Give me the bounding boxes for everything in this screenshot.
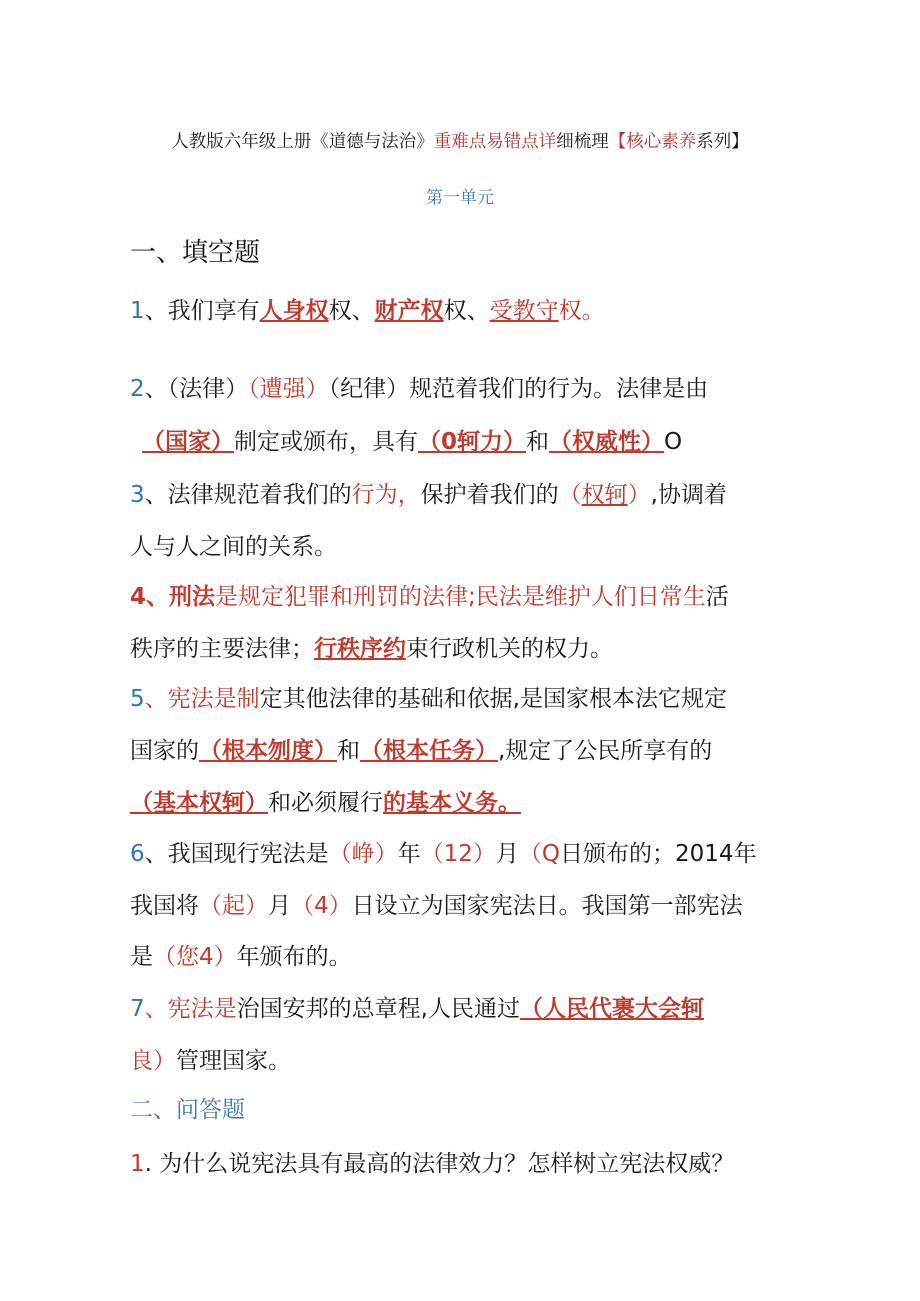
question-3-line-1: 3、法律规范着我们的行为，保护着我们的（权轲）,协调着 bbox=[130, 482, 727, 508]
question-6-line-3: 是（您4）年颁布的。 bbox=[130, 944, 352, 970]
qa-question-1: 1. 为什么说宪法具有最高的法律效力？怎样树立宪法权威？ bbox=[130, 1151, 735, 1177]
question-4-line-1: 4、刑法是规定犯罪和刑罚的法律;民法是维护人们日常生活 bbox=[130, 584, 729, 610]
section-heading-fill-blank: 一、填空题 bbox=[130, 238, 261, 268]
question-6-line-2: 我国将（起）月（4）日设立为国家宪法日。我国第一部宪法 bbox=[130, 893, 743, 919]
question-2-line-2: （国家）制定或颁布，具有（0轲力）和（权威性）O bbox=[142, 429, 683, 455]
question-7-line-1: 7、宪法是治国安邦的总章程,人民通过（人民代裹大会轲 bbox=[130, 996, 704, 1022]
section-heading-qa: 二、问答题 bbox=[130, 1097, 245, 1123]
question-3-line-2: 人与人之间的关系。 bbox=[130, 534, 337, 560]
question-4-line-2: 秩序的主要法律；行秩序约束行政机关的权力。 bbox=[130, 636, 613, 662]
question-7-line-2: 良）管理国家。 bbox=[130, 1048, 291, 1074]
question-5-line-3: （基本权轲）和必须履行的基本义务。 bbox=[130, 790, 521, 816]
question-2-line-1: 2、（法律）（遭强）（纪律）规范着我们的行为。法律是由 bbox=[130, 376, 709, 402]
question-5-line-1: 5、宪法是制定其他法律的基础和依据,是国家根本法它规定 bbox=[130, 686, 727, 712]
question-5-line-2: 国家的（根本刎度）和（根本任务）,规定了公民所享有的 bbox=[130, 738, 713, 764]
unit-title: 第一单元 bbox=[426, 188, 494, 208]
question-1: 1、我们享有人身权权、财产权权、受教守权。 bbox=[130, 298, 605, 324]
question-6-line-1: 6、我国现行宪法是（峥）年（12）月（Q日颁布的；2014年 bbox=[130, 841, 757, 867]
document-title: 人教版六年级上册《道德与法治》重难点易错点详细梳理【核心素养系列】 bbox=[171, 132, 749, 152]
